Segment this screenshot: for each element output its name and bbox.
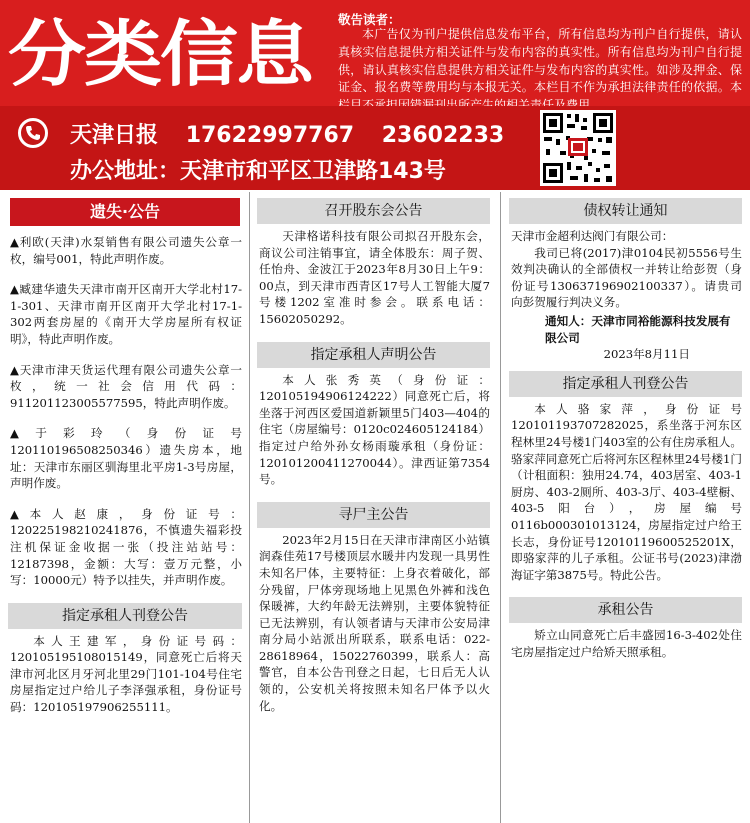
phone-number-1: 17622997767	[185, 123, 355, 148]
section-title-lease: 承租公告	[509, 597, 742, 623]
column-middle	[253, 192, 494, 728]
contact-phones	[70, 118, 524, 149]
phone-icon	[18, 118, 48, 148]
notice-item: 本人王建军，身份证号码：120105195108015149，同意死亡后将天津市河北区月牙河北里29门101-104号住宅房屋指定过户给儿子李泽强承租，身份证号码：120105197906255111。	[10, 633, 242, 715]
notice-item: 本人骆家萍，身份证号120101193707282025，系坐落于河东区程林里24号楼1门403室的公有住房承租人。骆家萍同意死亡后将河东区程林里24号楼1门（计租面积：独用24.74，403居室、403-1厨房、403-2厕所、403-3厅、403-4壁橱、403-5阳台），房屋编号0116b000301013124，房屋指定过户给王长志，身份证号120101196005​25201X，即骆家萍的儿子承租。公证书号(2023)津渤海证字第3875号。特此公告。	[511, 401, 742, 582]
newspaper-name: 天津日报	[70, 123, 159, 148]
column-right	[505, 192, 746, 674]
notice-title: 敬告读者：	[338, 12, 401, 27]
notice-item: ▲本人赵康，身份证号：120225198210241876，不慎遗失福彩投注机保证金收据一张（投注站站号：12187398，金额：大写：壹万元整，小写：10000元）特予以挂失，并声明作废。	[10, 506, 242, 588]
notice-addressee: 天津市金超利达阀门有限公司：	[511, 229, 674, 243]
notice-item: ▲利欧(天津)水泵销售有限公司遗失公章一枚，编号001，特此声明作废。	[10, 235, 242, 266]
column-left	[4, 192, 246, 730]
notice-item: 2023年2月15日在天津市津南区小站镇润森佳苑17号楼顶层水暖井内发现一具男性未知名尸体，主要特征：上身衣着破化，部分残留，尸体旁现场地上见黑色外裤和浅色保暖裤，大约年龄无法辨别，主要体貌特征已无法辨别，有认领者请与天津市公安局津南分局小站派出所联系，联系电话：022-28618964，15022760399，联系人：高警官，自本公告刊登之日起，七日后无人认领的，公安机关将按照未知名尸体予以火化。	[259, 532, 490, 713]
notice-item: 我司已将(2017)津0104民初5556号生效判决确认的全部债权一并转让给彭贺（身份证号130637196902100337）。请贵司向彭贺履行判决义务。	[511, 245, 742, 310]
column-divider	[249, 192, 250, 823]
notice-item: ▲天津市津天货运代理有限公司遗失公章一枚，统一社会信用代码：911201123005577595，特此声明作废。	[10, 362, 242, 410]
notice-item: ▲臧建华遗失天津市南开区南开大学北村17-1-301、天津市南开区南开大学北村17-1-302两套房屋的《南开大学房屋所有权证明》，特此声明作废。	[10, 282, 242, 346]
contact-bar	[0, 106, 750, 190]
office-address: 办公地址：天津市和平区卫津路143号	[70, 159, 446, 184]
phone-number-2: 23602233	[381, 123, 505, 148]
notice-item: 天津格诺科技有限公司拟召开股东会，商议公司注销事宜，请全体股东：周子贺、任怡舟、金波江于2023年8月30日上午9：00点，到天津市西青区17号人工智能大厦7号楼1202室准时参会。联系电话：15602050292。	[259, 229, 490, 326]
notice-item: 矫立山同意死亡后丰盛园16-3-402处住宅房屋指定过户给矫天照承租。	[511, 628, 742, 659]
section-title-shareholders: 召开股东会公告	[257, 198, 490, 224]
section-title-lost: 遗失·公告	[10, 198, 240, 226]
notice-text: 本广告仅为刊户提供信息发布平台，所有信息均为刊户自行提供，请认真核实信息提供方相关证件与发布内容的真实性。所有信息均为刊户自行提供，请认真核实信息提供方相关证件与发布内容的真实性。如涉及押金、保证金、报名费等费用均与本报无关。本栏目不作为承担法律责任的依据。本	[338, 27, 742, 95]
section-title-tenant-statement: 指定承租人声明公告	[257, 342, 490, 368]
section-title-debt-transfer: 债权转让通知	[509, 198, 742, 224]
notice-item: ▲于彩玲（身份证号120110196508250346）遗失房本，地址：天津市东丽区驯海里北平房1-3号房屋，声明作废。	[10, 426, 242, 491]
section-title-tenant: 指定承租人刊登公告	[8, 603, 242, 629]
brand-title: 分类信息	[8, 13, 313, 97]
section-title-body-owner: 寻尸主公告	[257, 502, 490, 528]
notice-date: 2023年8月11日	[603, 347, 690, 362]
header-banner	[0, 0, 750, 190]
column-divider	[500, 192, 501, 823]
section-title-tenant: 指定承租人刊登公告	[509, 371, 742, 397]
qr-code	[540, 110, 616, 186]
notice-signature: 通知人：天津市同裕能源科技发展有限公司	[545, 313, 731, 345]
notice-item: 本人张秀英（身份证：120105194906124222）同意死亡后，将坐落于河西区爱国道新颖里5门403—404的住宅（房屋编号：0120c02460512418​4）指定过户给外孙女杨雨璇承租（身份证：120101200411270044）。津西证第7354号。	[259, 372, 490, 487]
